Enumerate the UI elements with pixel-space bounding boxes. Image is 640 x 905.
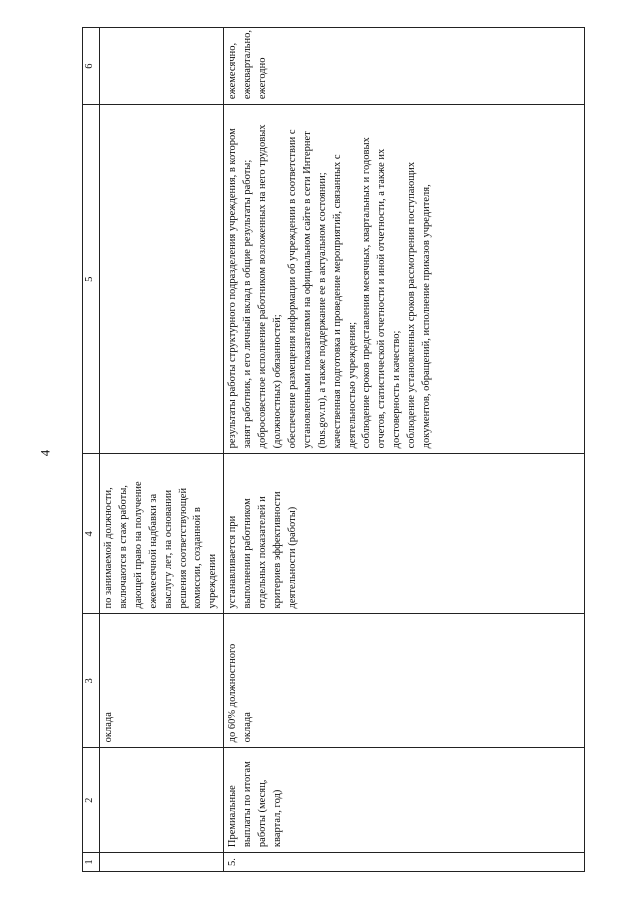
cell-number: 5. [224,853,585,872]
header-cell: 6 [83,28,100,105]
header-cell: 1 [83,853,100,872]
cell-size: до 60% должностного оклада [224,614,585,748]
cell-size: оклада [100,614,224,748]
header-row [83,28,100,872]
criteria-item: обеспечение размещения информации об учреждении в соответствии с установленными показателями на официальном сайте в сети Интернет (bus.gov.ru), а также поддержание ее в актуальном состоянии; [286,129,328,449]
header-cell: 4 [83,454,100,614]
criteria-item: соблюдение установленных сроков рассмотрения поступающих документов, обращений, исполнение приказов учредителя, [406,161,433,449]
header-cell: 3 [83,614,100,748]
cell-name [100,748,224,853]
cell-name: Премиальные выплаты по итогам работы (месяц, квартал, год) [224,748,585,853]
rotated-table-wrapper [82,27,587,872]
page-number: 4 [37,449,53,457]
criteria-item: качественная подготовка и проведение мероприятий, связанных с деятельностью учреждения; [331,154,358,449]
criteria-item: результаты работы структурного подразделения учреждения, в котором занят работник, и его личный вклад в общие результаты работы; [227,128,254,449]
cell-number [100,853,224,872]
header-cell: 5 [83,105,100,454]
cell-criteria [100,105,224,454]
table-row [100,28,224,872]
allowances-table [82,27,585,872]
cell-criteria [224,105,585,454]
header-cell: 2 [83,748,100,853]
criteria-item: соблюдение сроков представления месячных, квартальных и годовых отчетов, статистической отчетности и иной отчетности, а также их достоверность и качество; [361,137,403,449]
table-row [224,28,585,872]
cell-periodicity: ежемесячно, ежеквартально, ежегодно [224,28,585,105]
cell-condition: устанавливается при выполнении работником отдельных показателей и критериев эффективности деятельности (работы) [224,454,585,614]
cell-condition: по занимаемой должности, включаются в стаж работы, дающей право на получение ежемесячной надбавки за выслугу лет, на основании решения соответствующей комиссии, созданной в учреждении [100,454,224,614]
cell-periodicity [100,28,224,105]
criteria-item: добросовестное исполнение работником возложенных на него трудовых (должностных) обязанностей; [257,124,283,449]
